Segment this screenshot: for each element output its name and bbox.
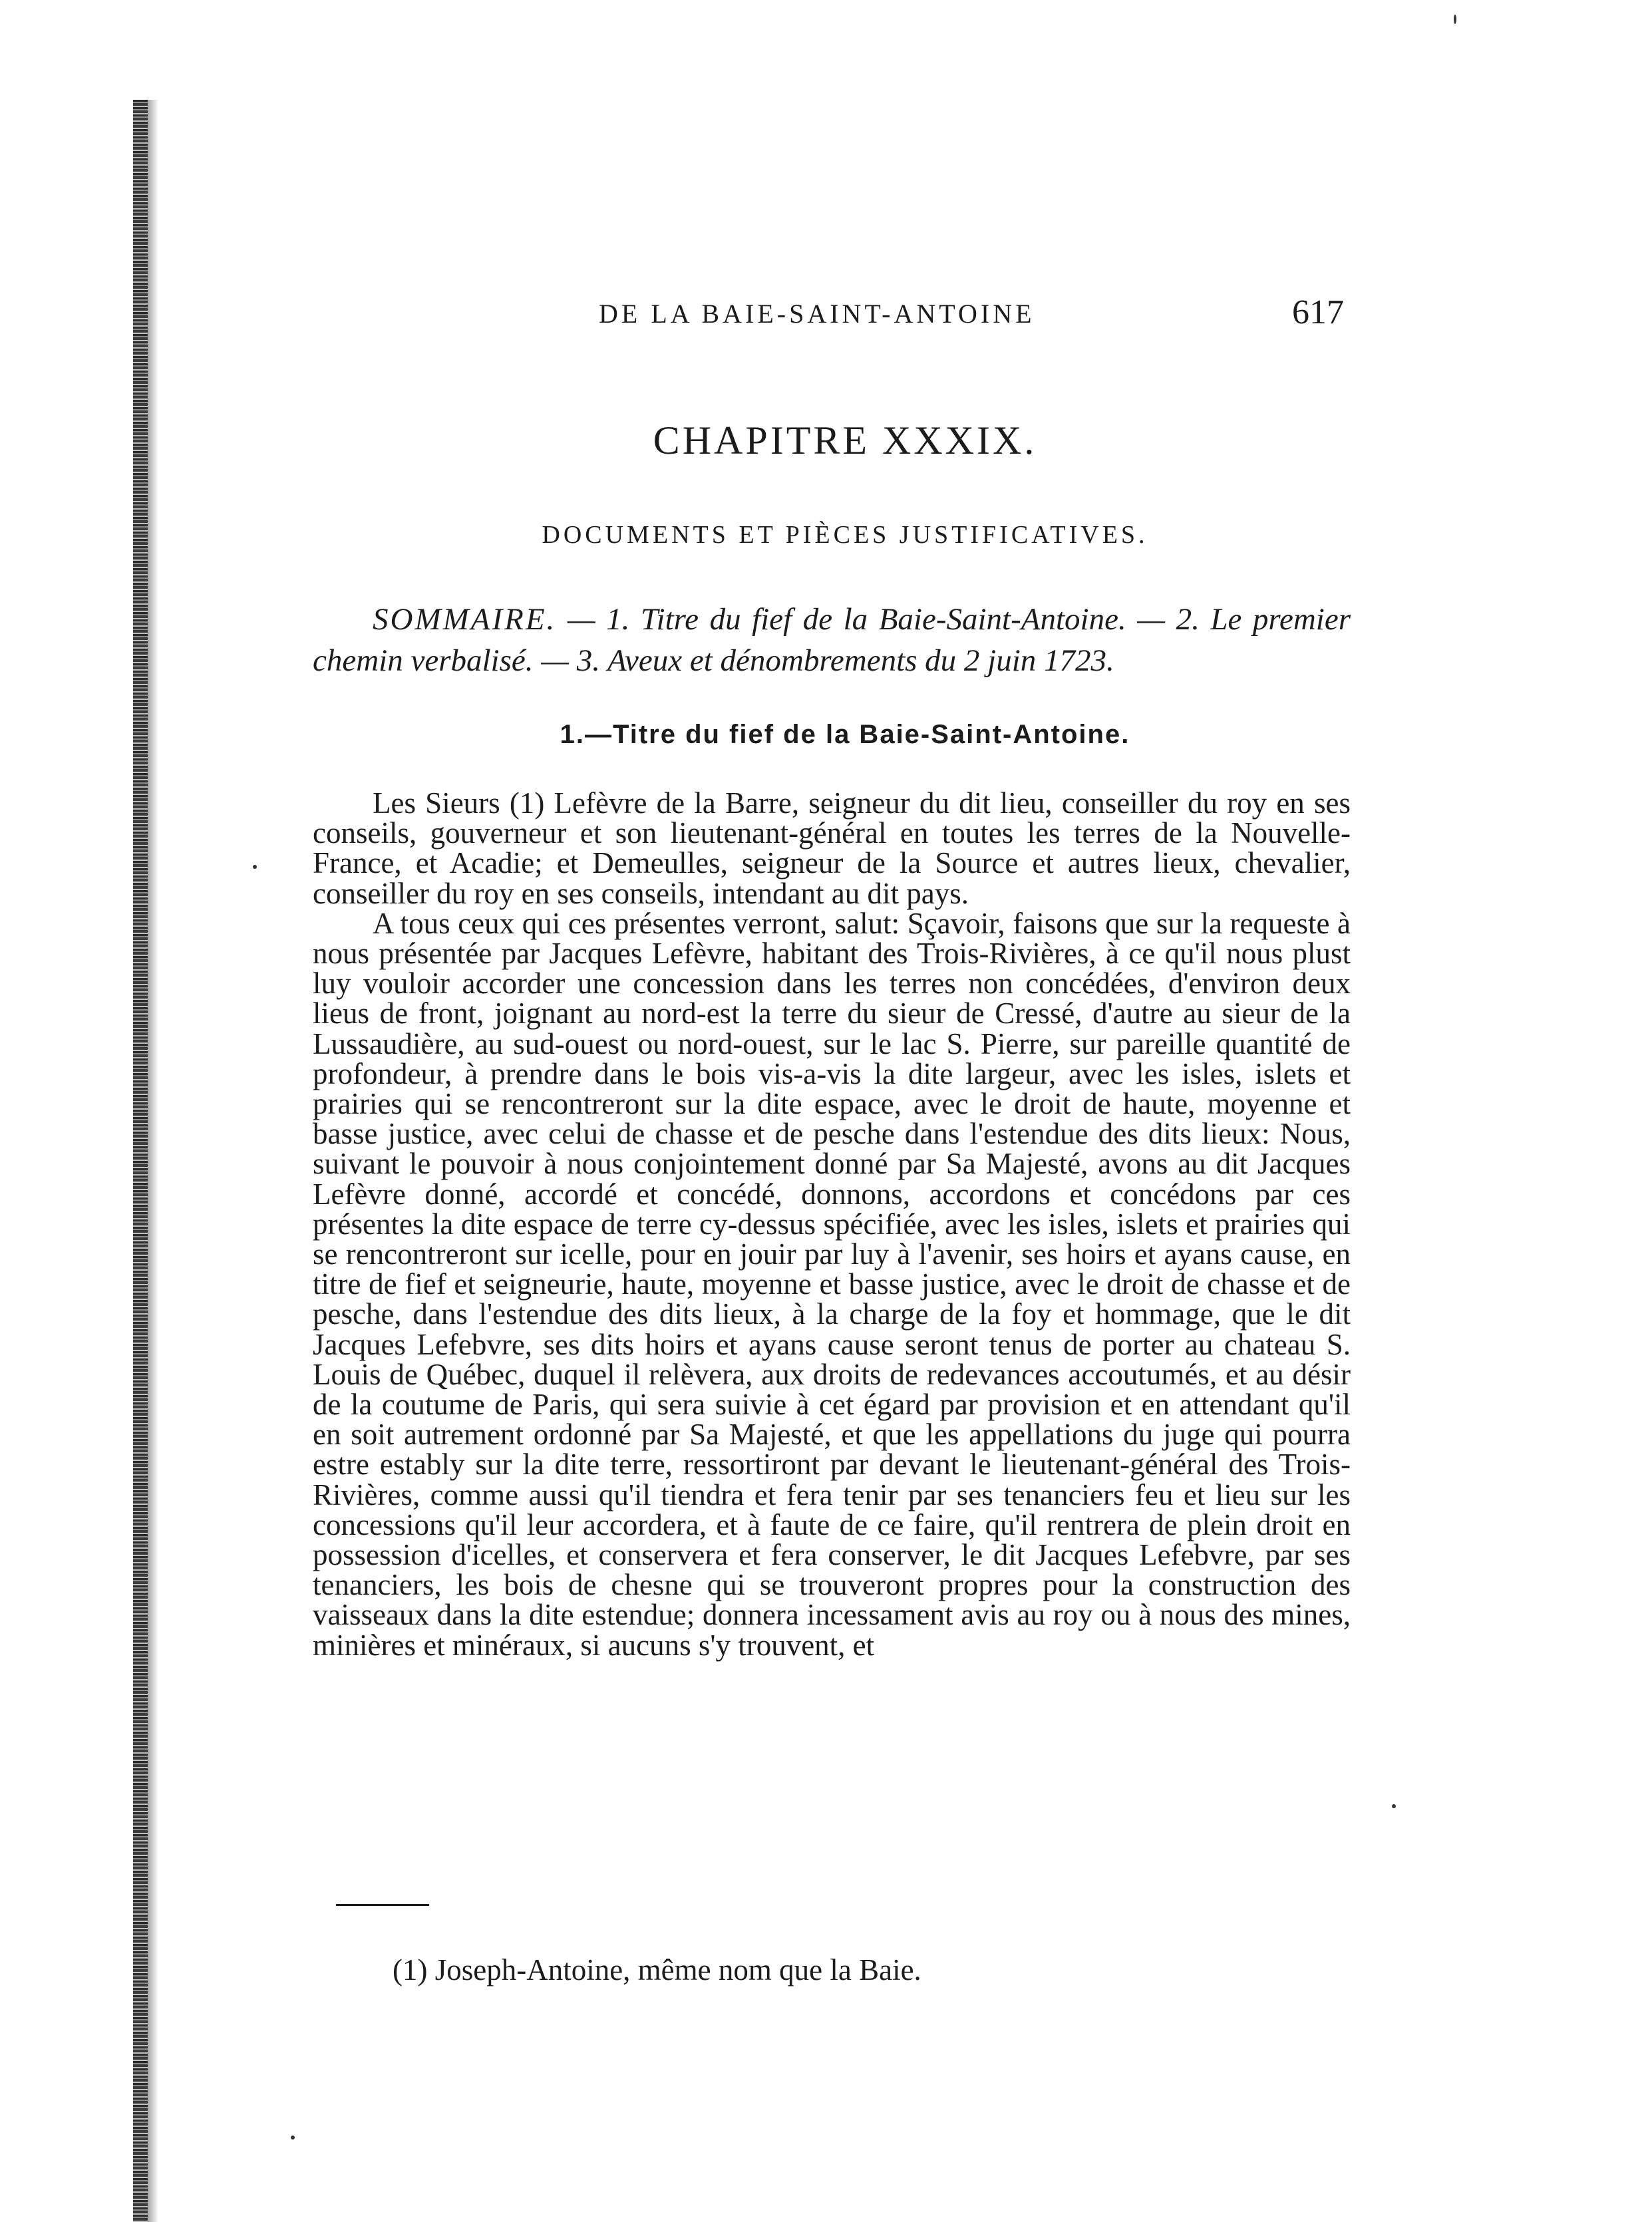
page-binding-shadow (148, 100, 158, 2222)
document-body (313, 788, 1351, 1661)
scan-speck (1392, 1804, 1396, 1808)
summary-text: — 1. Titre du fief de la Baie-Saint-Antoine. — 2. Le premier chemin verbalisé. — 3. Aveux et dénombrements du 2 juin 1723. (313, 602, 1351, 678)
footnote: (1) Joseph-Antoine, même nom que la Baie. (393, 1953, 921, 1986)
section-title: DOCUMENTS ET PIÈCES JUSTIFICATIVES. (542, 521, 1148, 549)
running-head-title: DE LA BAIE-SAINT-ANTOINE (599, 299, 1035, 329)
footnote-divider (336, 1904, 429, 1906)
chapter-title: CHAPITRE XXXIX. (653, 418, 1037, 462)
paragraph: A tous ceux qui ces présentes verront, salut: Sçavoir, faisons que sur la requeste à nous présentée par Jacques Lefèvre, habitant des Trois-Rivières, à ce qu'il nous plust luy vouloir accorder une concession dans les terres non concédées, d'environ deux lieus de front, joignant au nord-est la terre du sieur de Cressé, d'autre au sieur de la Lussaudière, au sud-ouest ou nord-ouest, sur le lac S. Pierre, sur pareille quantité de profondeur, à prendre dans le bois vis-a-vis la dite largeur, avec les isles, islets et prairies qui se rencontreront sur la dite espace, avec le droit de haute, moyenne et basse justice, avec celui de chasse et de pesche dans l'estendue des dits lieux: Nous, suivant le pouvoir à nous conjointement donné par Sa Majesté, avons au dit Jacques Lefèvre donné, accordé et concédé, donnons, accordons et concédons par ces présentes la dite espace de terre cy-dessus spécifiée, avec les isles, islets et prairies qui se rencontreront sur icelle, pour en jouir par luy à l'avenir, ses hoirs et ayans cause, en titre de fief et seigneurie, haute, moyenne et basse justice, avec le droit de chasse et de pesche, dans l'estendue des dits lieux, à la charge de la foy et hommage, que le dit Jacques Lefebvre, ses dits hoirs et ayans cause seront tenus de porter au chateau S. Louis de Québec, duquel il relèvera, aux droits de redevances accoutumés, et au désir de la coutume de Paris, qui sera suivie à cet égard par provision et en attendant qu'il en soit autrement ordonné par Sa Majesté, et que les appellations du juge qui pourra estre estably sur la dite terre, ressortiront par devant le lieutenant-général des Trois-Rivières, comme aussi qu'il tiendra et fera tenir par ses tenanciers feu et lieu sur les concessions qu'il leur accordera, et à faute de ce faire, qu'il rentrera de plein droit en possession d'icelles, et conservera et fera conserver, le dit Jacques Lefebvre, par ses tenanciers, les bois de chesne qui se trouveront propres pour la construction des vaisseaux dans la dite estendue; donnera incessament avis au roy ou à nous des mines, minières et minéraux, si aucuns s'y trouvent, et (313, 906, 1351, 1662)
running-head (346, 293, 1344, 338)
page-binding-edge (133, 100, 148, 2222)
scan-speck (1454, 15, 1456, 24)
summary-label: SOMMAIRE. (373, 602, 557, 637)
scan-speck (253, 865, 257, 869)
summary (313, 599, 1351, 681)
paragraph: Les Sieurs (1) Lefèvre de la Barre, seigneur du dit lieu, conseiller du roy en ses conseils, gouverneur et son lieutenant-général en toutes les terres de la Nouvelle-France, et Acadie; et Demeulles, seigneur de la Source et autres lieux, chevalier, conseiller du roy en ses conseils, intendant au dit pays. (313, 786, 1351, 910)
scan-speck (291, 2136, 295, 2140)
document-heading: 1.—Titre du fief de la Baie-Saint-Antoine. (560, 720, 1130, 749)
page-number: 617 (1292, 293, 1344, 331)
